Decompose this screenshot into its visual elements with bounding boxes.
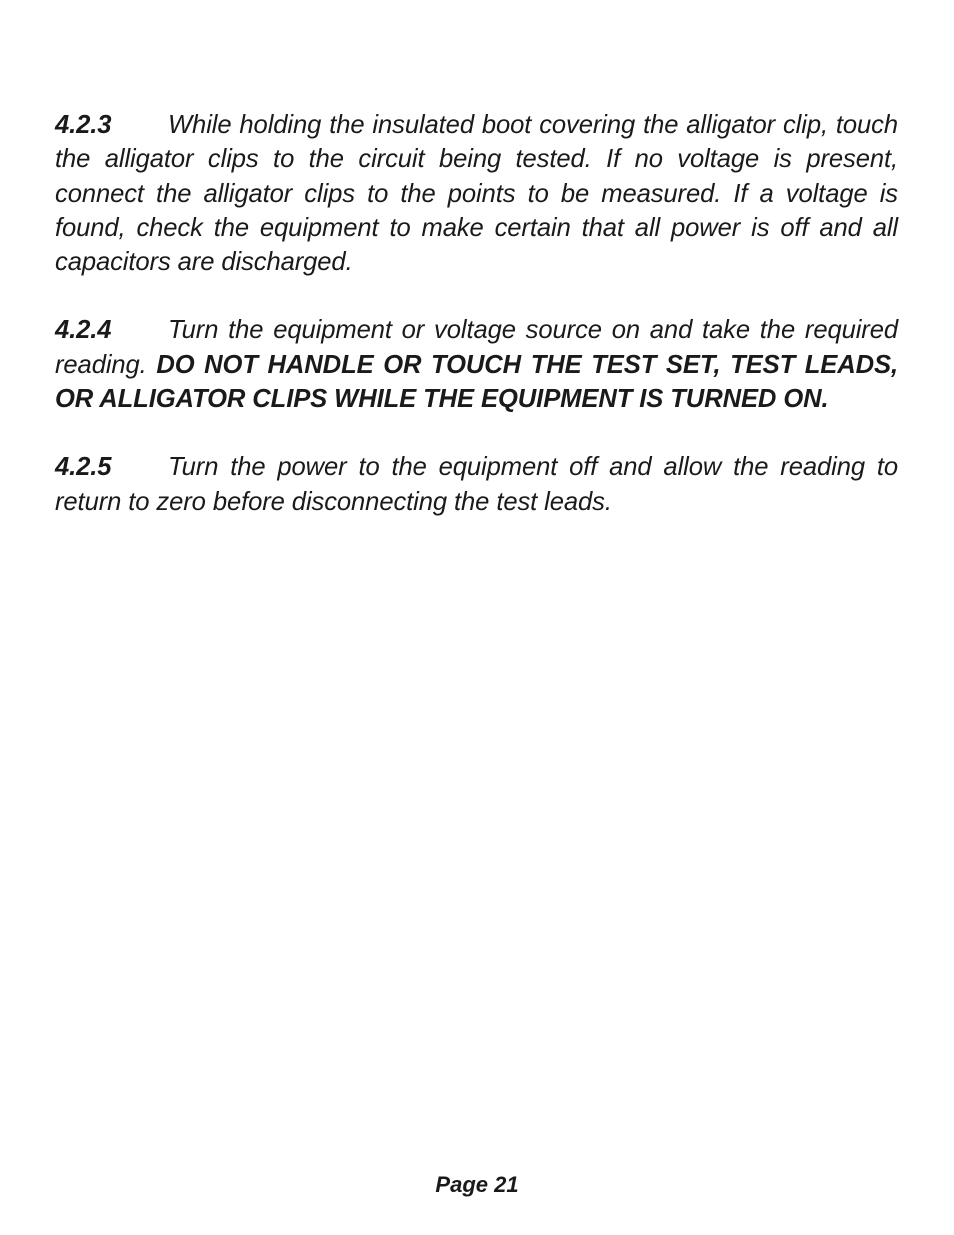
warning-text: DO NOT HANDLE OR TOUCH THE TEST SET, TEST LEADS, OR ALLIGATOR CLIPS WHILE THE EQUIPMENT IS TURNED ON. <box>55 350 898 414</box>
section-text: Turn the power to the equipment off and allow the reading to return to zero before disconnecting the test leads. <box>55 453 898 516</box>
document-body <box>55 108 898 553</box>
page-number: Page 21 <box>435 1172 519 1197</box>
section-4-2-3 <box>55 108 898 279</box>
section-number: 4.2.4 <box>55 316 112 345</box>
section-text: While holding the insulated boot covering the alligator clip, touch the alligator clips to the circuit being tested. If no voltage is present, connect the alligator clips to the points to be measured. If a voltage is found, check the equipment to make certain that all power is off and all capacitors are discharged. <box>55 111 898 277</box>
section-4-2-5 <box>55 450 898 519</box>
section-text: Turn the equipment or voltage source on and take the required reading. <box>55 316 898 379</box>
section-4-2-4 <box>55 313 898 416</box>
section-number: 4.2.3 <box>55 111 112 139</box>
section-number: 4.2.5 <box>55 453 112 482</box>
